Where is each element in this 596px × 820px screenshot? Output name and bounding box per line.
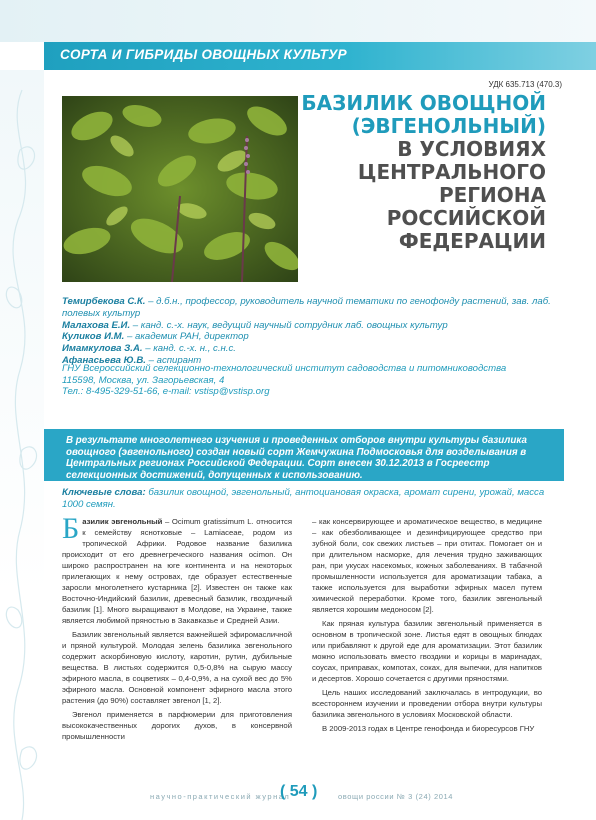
journal-type: научно-практический журнал (150, 792, 291, 801)
lead-term: азилик эвгенольный (82, 517, 163, 526)
author-entry (62, 331, 562, 343)
page-footer (0, 783, 596, 820)
body-paragraph: В 2009-2013 годах в Центре генофонда и биоресурсов ГНУ (322, 724, 535, 733)
org-line: ГНУ Всероссийский селекционно-технологический институт садоводства и питомниководства (62, 363, 507, 374)
author-name: Имамкулова З.А. (62, 343, 143, 355)
body-paragraph: – как консервирующее и ароматическое вещество, в медицине – как обезболивающее и дезинфицирующее средство при зубной боли, сок свежих листьев – при отитах. Помогает он и при длительном насморке, для лечения трудно заживающих ран, при укусах насекомых, кожных заболеваниях. В табачной промышленности используется для ароматизации табака, а также используется для выработки эфирных масел путем химической переработки. Кроме того, базилик эвгенольный является хорошим медоносом [2]. (312, 517, 542, 614)
author-list (62, 296, 562, 367)
abstract-text: В результате многолетнего изучения и проведенных отборов внутри культуры базилика овощного (эвгенольного) создан новый сорт Жемчужина Подмосковья для возделывания в Центральных регионах Российской Федерации. Сорт внесен 30.12.2013 в Госреестр селекционных достижений, допущенных к использованию. (66, 435, 527, 481)
author-entry (62, 320, 562, 332)
title-line: (ЭВГЕНОЛЬНЫЙ) (351, 114, 546, 138)
journal-issue: овощи россии № 3 (24) 2014 (338, 792, 454, 801)
org-line: Тел.: 8-495-329-51-66, e-mail: vstisp@vstisp.org (62, 386, 270, 397)
author-name: Темирбекова С.К. (62, 296, 146, 307)
title-line: РОССИЙСКОЙ (386, 206, 546, 230)
section-header-bar (44, 42, 596, 70)
title-line: ФЕДЕРАЦИИ (398, 229, 546, 253)
side-decoration (0, 70, 44, 820)
body-paragraph: Базилик эвгенольный является важнейшей эфиромасличной и пряной культурой. Молодая зелень базилика эвгенольного содержит аскорбиновую кислоту, каротин, рутин, дубильные вещества. В листьях содержится 0,5-0,8% на сырую массу эфирного масла, в соцветиях – 0,4-0,9%, а на сухой вес до 5% эфирного масла. Основной компонент эфирного масла этого растения (до 90%) составляет эвгенол [1, 2]. (62, 630, 292, 705)
keywords-label: Ключевые слова: (62, 487, 146, 498)
basil-photo (62, 96, 298, 282)
author-role: – академик РАН, директор (124, 331, 249, 343)
section-title: СОРТА И ГИБРИДЫ ОВОЩНЫХ КУЛЬТУР (60, 47, 347, 62)
author-entry (62, 296, 562, 320)
title-line: В УСЛОВИЯХ (397, 137, 546, 161)
body-paragraph: Цель наших исследований заключалась в интродукции, во всестороннем изучении и проведении отбора внутри культуры базилика эвгенольного в условиях Московской области. (312, 688, 542, 719)
body-paragraph: Эвгенол применяется в парфюмерии для приготовления высококачественных дорогих духов, в консервной промышленности (62, 710, 292, 741)
abstract-box (44, 429, 564, 481)
keywords (62, 487, 562, 511)
title-line: БАЗИЛИК ОВОЩНОЙ (301, 91, 546, 115)
article-title (286, 92, 546, 253)
drop-cap: Б (62, 512, 80, 545)
organization-info (62, 363, 562, 398)
author-role: – канд. с.-х. н., с.н.с. (142, 343, 236, 355)
body-column-right (312, 516, 542, 737)
page-number: ( 54 ) (280, 783, 318, 800)
lead-paragraph (62, 512, 293, 626)
author-name: Малахова Е.И. (62, 319, 131, 331)
title-line: РЕГИОНА (438, 183, 546, 207)
author-role: – д.б.н., профессор, руководитель научной тематики по генофонду растений, зав. лаб. полевых культур (62, 296, 551, 319)
author-role: – аспирант (145, 354, 202, 366)
body-column-left (62, 512, 293, 745)
org-line: 115598, Москва, ул. Загорьевская, 4 (62, 374, 225, 386)
author-entry (62, 343, 562, 355)
udk-code: УДК 635.713 (470.3) (488, 80, 562, 89)
keywords-text: базилик овощной, эвгенольный, антоциановая окраска, аромат сирени, урожай, масса 1000 семян. (62, 487, 545, 510)
top-band (0, 0, 596, 42)
title-line: ЦЕНТРАЛЬНОГО (357, 160, 546, 184)
leaf-ornament-icon (0, 70, 44, 820)
body-paragraph: Как пряная культура базилик эвгенольный применяется в основном в тропической зоне. Листья едят в овощных блюдах или прибавляют к другой еде для ароматизации. Этот базилик можно использовать вместо гвоздики и корицы в маринадах, соусах, приправах, компотах, соках, для выпечки, для напитков и десертов. Хорошо сочетается с другими пряностями. (312, 619, 542, 683)
basil-plant-image (62, 96, 298, 282)
lead-text: – Ocimum gratissimum L. относится к семейству яснотковые – Lamiaceae, родом из тропической Африки. Родовое название базилика происходит от его древнегреческого названия ocimon. Он широко распространен на юге континента и на некоторых прилегающих к нему островах, где образует естественные заросли многолетнего кустарника [2]. Известен он также как Восточно-Индийский базилик, древесный базилик, гвоздичный базилик [1]. Много выращивают в Молдове, на Украине, также является любимой пряностью в Закавказье и Средней Азии. (62, 517, 293, 625)
author-name: Афанасьева Ю.В. (62, 354, 146, 366)
author-role: – канд. с.-х. наук, ведущий научный сотрудник лаб. овощных культур (130, 319, 448, 331)
author-name: Куликов И.М. (62, 331, 125, 343)
